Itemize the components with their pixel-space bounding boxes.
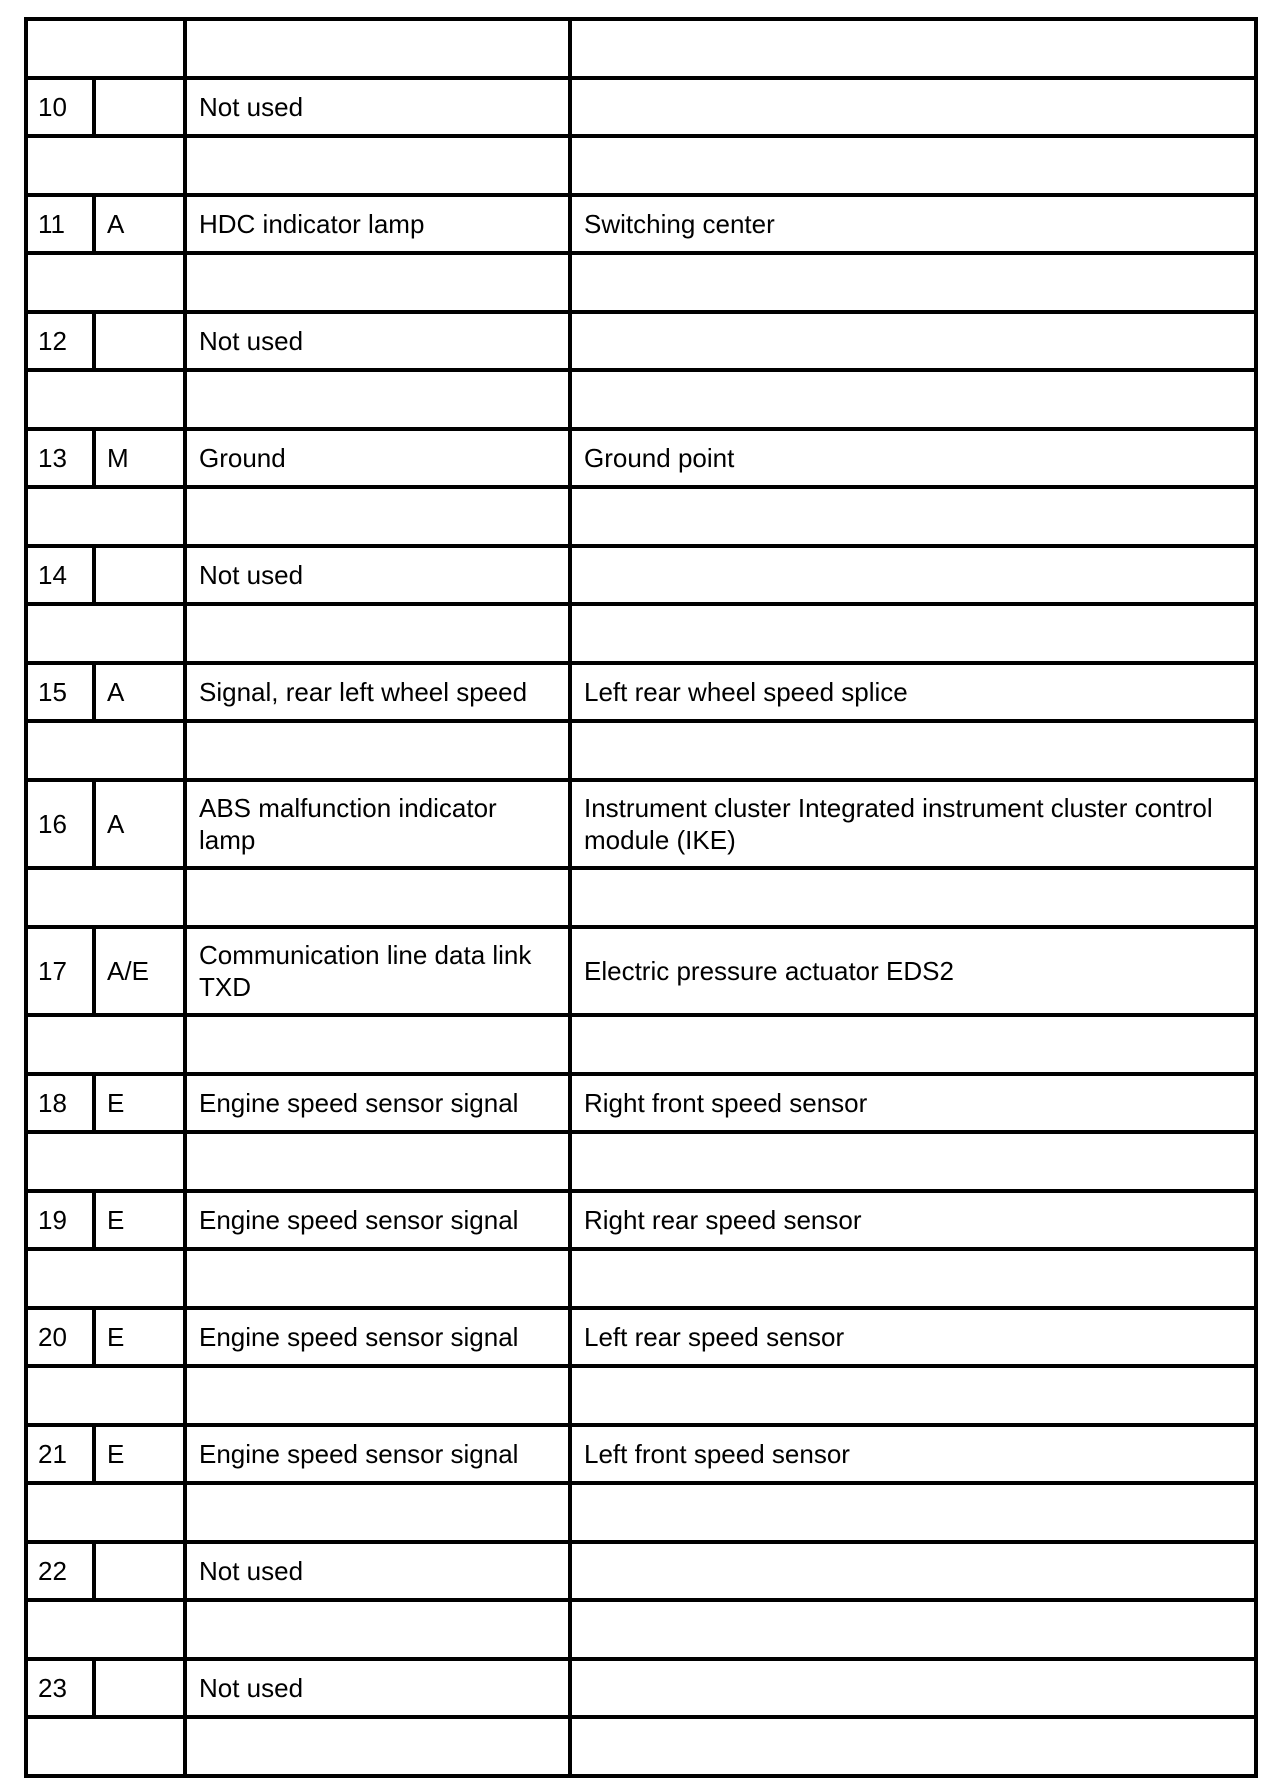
- pin-connection: Left rear wheel speed splice: [570, 663, 1256, 721]
- signal-type: E: [94, 1191, 185, 1249]
- spacer-cell: [26, 1015, 185, 1074]
- spacer-row: [26, 721, 1256, 780]
- table-row-pin-21: [26, 1425, 1256, 1483]
- spacer-cell: [570, 487, 1256, 546]
- table-row-pin-13: [26, 429, 1256, 487]
- spacer-cell: [570, 1132, 1256, 1191]
- pin-number: 22: [26, 1542, 94, 1600]
- pin-function: Engine speed sensor signal: [185, 1308, 570, 1366]
- signal-type: A: [94, 663, 185, 721]
- pin-number: 14: [26, 546, 94, 604]
- spacer-cell: [26, 1600, 185, 1659]
- spacer-cell: [26, 487, 185, 546]
- spacer-cell: [570, 19, 1256, 78]
- signal-type: [94, 1542, 185, 1600]
- pin-connection: [570, 1542, 1256, 1600]
- spacer-cell: [570, 1717, 1256, 1776]
- spacer-cell: [185, 1366, 570, 1425]
- pin-number: 17: [26, 927, 94, 1015]
- spacer-cell: [185, 370, 570, 429]
- spacer-cell: [26, 868, 185, 927]
- spacer-row: [26, 1249, 1256, 1308]
- table-row-pin-23: [26, 1659, 1256, 1717]
- pin-number: 20: [26, 1308, 94, 1366]
- spacer-cell: [26, 370, 185, 429]
- pin-function: HDC indicator lamp: [185, 195, 570, 253]
- spacer-cell: [570, 1600, 1256, 1659]
- spacer-row: [26, 253, 1256, 312]
- spacer-cell: [185, 868, 570, 927]
- table-row-pin-16: [26, 780, 1256, 868]
- pin-function: Not used: [185, 1542, 570, 1600]
- pin-connection: [570, 1659, 1256, 1717]
- table-row-pin-22: [26, 1542, 1256, 1600]
- pin-function: Signal, rear left wheel speed: [185, 663, 570, 721]
- spacer-cell: [570, 1483, 1256, 1542]
- signal-type: [94, 78, 185, 136]
- pin-connection: Electric pressure actuator EDS2: [570, 927, 1256, 1015]
- pin-number: 12: [26, 312, 94, 370]
- table-row-pin-18: [26, 1074, 1256, 1132]
- table-row-pin-17: [26, 927, 1256, 1015]
- signal-type: A: [94, 195, 185, 253]
- spacer-cell: [570, 370, 1256, 429]
- pin-number: 15: [26, 663, 94, 721]
- pin-function: Communication line data link TXD: [185, 927, 570, 1015]
- signal-type: A/E: [94, 927, 185, 1015]
- spacer-cell: [185, 604, 570, 663]
- pin-function: Engine speed sensor signal: [185, 1074, 570, 1132]
- signal-type: E: [94, 1425, 185, 1483]
- table-row-pin-20: [26, 1308, 1256, 1366]
- signal-type: [94, 312, 185, 370]
- spacer-row: [26, 604, 1256, 663]
- signal-type: E: [94, 1308, 185, 1366]
- signal-type: [94, 1659, 185, 1717]
- signal-type: [94, 546, 185, 604]
- pin-number: 18: [26, 1074, 94, 1132]
- pin-function: Engine speed sensor signal: [185, 1425, 570, 1483]
- spacer-row: [26, 1483, 1256, 1542]
- spacer-cell: [26, 721, 185, 780]
- pin-connection: Right rear speed sensor: [570, 1191, 1256, 1249]
- spacer-cell: [570, 721, 1256, 780]
- spacer-cell: [185, 19, 570, 78]
- spacer-cell: [185, 721, 570, 780]
- spacer-cell: [185, 1249, 570, 1308]
- pin-number: 21: [26, 1425, 94, 1483]
- pin-connection: [570, 78, 1256, 136]
- spacer-cell: [185, 136, 570, 195]
- signal-type: E: [94, 1074, 185, 1132]
- pin-connection: Left rear speed sensor: [570, 1308, 1256, 1366]
- spacer-cell: [185, 253, 570, 312]
- pin-number: 19: [26, 1191, 94, 1249]
- spacer-row: [26, 1366, 1256, 1425]
- spacer-row: [26, 1717, 1256, 1776]
- spacer-row: [26, 1600, 1256, 1659]
- pin-connection: Left front speed sensor: [570, 1425, 1256, 1483]
- pin-number: 23: [26, 1659, 94, 1717]
- table-row-pin-10: [26, 78, 1256, 136]
- pin-number: 13: [26, 429, 94, 487]
- pin-number: 10: [26, 78, 94, 136]
- pin-assignment-table: [24, 17, 1258, 1778]
- spacer-cell: [570, 1015, 1256, 1074]
- table-row-pin-12: [26, 312, 1256, 370]
- pin-function: Not used: [185, 312, 570, 370]
- spacer-row: [26, 136, 1256, 195]
- spacer-cell: [185, 1483, 570, 1542]
- spacer-cell: [26, 1366, 185, 1425]
- pin-number: 11: [26, 195, 94, 253]
- spacer-cell: [26, 1483, 185, 1542]
- spacer-cell: [185, 1600, 570, 1659]
- spacer-cell: [185, 1132, 570, 1191]
- spacer-cell: [185, 1717, 570, 1776]
- spacer-cell: [26, 253, 185, 312]
- spacer-cell: [185, 487, 570, 546]
- spacer-cell: [570, 136, 1256, 195]
- pin-function: ABS malfunction indicator lamp: [185, 780, 570, 868]
- spacer-cell: [26, 1249, 185, 1308]
- table-row-pin-19: [26, 1191, 1256, 1249]
- spacer-cell: [26, 136, 185, 195]
- pin-connection: [570, 546, 1256, 604]
- pin-function: Not used: [185, 546, 570, 604]
- pin-connection: [570, 312, 1256, 370]
- pin-number: 16: [26, 780, 94, 868]
- spacer-row: [26, 487, 1256, 546]
- spacer-cell: [570, 1366, 1256, 1425]
- table-row-pin-14: [26, 546, 1256, 604]
- pin-connection: Right front speed sensor: [570, 1074, 1256, 1132]
- spacer-row: [26, 19, 1256, 78]
- spacer-cell: [185, 1015, 570, 1074]
- table-row-pin-11: [26, 195, 1256, 253]
- pin-function: Ground: [185, 429, 570, 487]
- spacer-row: [26, 868, 1256, 927]
- spacer-cell: [26, 1717, 185, 1776]
- pin-function: Not used: [185, 78, 570, 136]
- spacer-cell: [570, 253, 1256, 312]
- table-row-pin-15: [26, 663, 1256, 721]
- pin-function: Not used: [185, 1659, 570, 1717]
- pin-connection: Instrument cluster Integrated instrument cluster control module (IKE): [570, 780, 1256, 868]
- spacer-cell: [26, 1132, 185, 1191]
- spacer-cell: [26, 604, 185, 663]
- spacer-cell: [570, 1249, 1256, 1308]
- pin-function: Engine speed sensor signal: [185, 1191, 570, 1249]
- pin-connection: Ground point: [570, 429, 1256, 487]
- spacer-cell: [570, 604, 1256, 663]
- spacer-cell: [26, 19, 185, 78]
- signal-type: M: [94, 429, 185, 487]
- signal-type: A: [94, 780, 185, 868]
- spacer-cell: [570, 868, 1256, 927]
- pin-connection: Switching center: [570, 195, 1256, 253]
- spacer-row: [26, 1132, 1256, 1191]
- spacer-row: [26, 370, 1256, 429]
- spacer-row: [26, 1015, 1256, 1074]
